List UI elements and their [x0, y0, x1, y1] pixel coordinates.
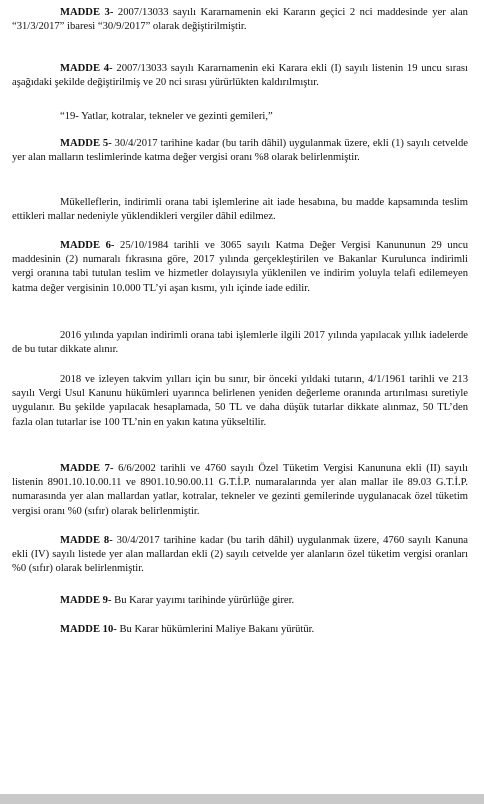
paragraph-madde-5: [12, 137, 468, 165]
paragraph-2018-sinir: [12, 373, 468, 430]
article-heading: MADDE 7-: [60, 463, 114, 474]
article-heading: MADDE 3-: [60, 7, 114, 18]
article-heading: MADDE 5-: [60, 138, 112, 149]
paragraph-madde-3: [12, 6, 468, 34]
article-heading: MADDE 8-: [60, 535, 113, 546]
paragraph-madde-8: [12, 534, 468, 577]
paragraph-2016-iade: [12, 329, 468, 357]
paragraph-text: 2007/13033 sayılı Kararnamenin eki Kararın geçici 2 nci maddesinde yer alan “31/3/2017” ibaresi “30/9/2017” olarak değiştirilmiştir.: [12, 7, 468, 33]
paragraph-text: Bu Karar yayımı tarihinde yürürlüğe girer.: [111, 595, 295, 606]
paragraph-mukellefler: [12, 196, 468, 224]
paragraph-text: 25/10/1984 tarihli ve 3065 sayılı Katma Değer Vergisi Kanununun 29 uncu maddesinin (2) numaralı fıkrasına göre, 2017 yılında gerçekleştirilen ve Bakanlar Kurulunca indirimli vergi oranına tabi tutulan teslim ve hizmetler dolayısıyla yüklenilen ve indirim yoluyla telafi edilemeyen katma değer vergisinin 10.000 TL’yi aşan kısmı, yılı içinde iade edilir.: [12, 240, 468, 294]
paragraph-quote-19: [12, 110, 468, 124]
page-bottom-edge: [0, 794, 484, 804]
article-heading: MADDE 4-: [60, 63, 113, 74]
paragraph-text: 30/4/2017 tarihine kadar (bu tarih dâhil) uygulanmak üzere, 4760 sayılı Kanuna ekli (IV) sayılı listede yer alan mallardan ekli (2) sayılı cetvelde yer alanların özel tüketim vergisi oranları %0 (sıfır) olarak belirlenmiştir.: [12, 535, 468, 575]
paragraph-text: “19- Yatlar, kotralar, tekneler ve gezinti gemileri,”: [60, 111, 273, 122]
article-heading: MADDE 9-: [60, 595, 112, 606]
paragraph-text: 6/6/2002 tarihli ve 4760 sayılı Özel Tüketim Vergisi Kanununa ekli (II) sayılı listenin 8901.10.10.00.11 ve 8901.10.90.00.11 G.T.İ.P. numaralarında yer alan mallar ile 89.03 G.T.İ.P. numarasında yer alan mallardan yatlar, kotralar, tekneler ve gezinti gemilerinde uygulanacak özel tüketim vergisi oranı %0 (sıfır) olarak belirlenmiştir.: [12, 463, 468, 517]
paragraph-text: 2018 ve izleyen takvim yılları için bu sınır, bir önceki yıldaki tutarın, 4/1/1961 tarihli ve 213 sayılı Vergi Usul Kanunu hükümleri uyarınca belirlenen yeniden değerleme oranında artırılması suretiyle uygulanır. Bu şekilde yapılacak hesaplamada, 50 TL ve daha düşük tutarlar dikkate alınmaz, 50 TL’den fazla olan tutarlar ise 100 TL’nin en yakın katına yükseltilir.: [12, 374, 468, 428]
paragraph-madde-7: [12, 462, 468, 519]
paragraph-text: Mükelleflerin, indirimli orana tabi işlemlerine ait iade hesabına, bu madde kapsamında teslim ettikleri mallar nedeniyle yüklendikleri vergiler dâhil edilmez.: [12, 197, 468, 223]
paragraph-madde-9: [12, 594, 468, 608]
paragraph-text: 30/4/2017 tarihine kadar (bu tarih dâhil) uygulanmak üzere, ekli (1) sayılı cetvelde yer alan malların teslimlerinde katma değer vergisi oranı %8 olarak belirlenmiştir.: [12, 138, 468, 164]
paragraph-text: 2007/13033 sayılı Kararnamenin eki Karara ekli (I) sayılı listenin 19 uncu sırası aşağıdaki şekilde değiştirilmiş ve 20 nci sırası yürürlükten kaldırılmıştır.: [12, 63, 468, 89]
paragraph-text: Bu Karar hükümlerini Maliye Bakanı yürütür.: [116, 624, 315, 635]
article-heading: MADDE 6-: [60, 240, 115, 251]
paragraph-madde-10: [12, 623, 468, 637]
article-heading: MADDE 10-: [60, 624, 117, 635]
paragraph-madde-6: [12, 239, 468, 296]
paragraph-text: 2016 yılında yapılan indirimli orana tabi işlemlerle ilgili 2017 yılında yapılacak yıllık iadelerde de bu tutar dikkate alınır.: [12, 330, 468, 356]
paragraph-madde-4: [12, 62, 468, 90]
